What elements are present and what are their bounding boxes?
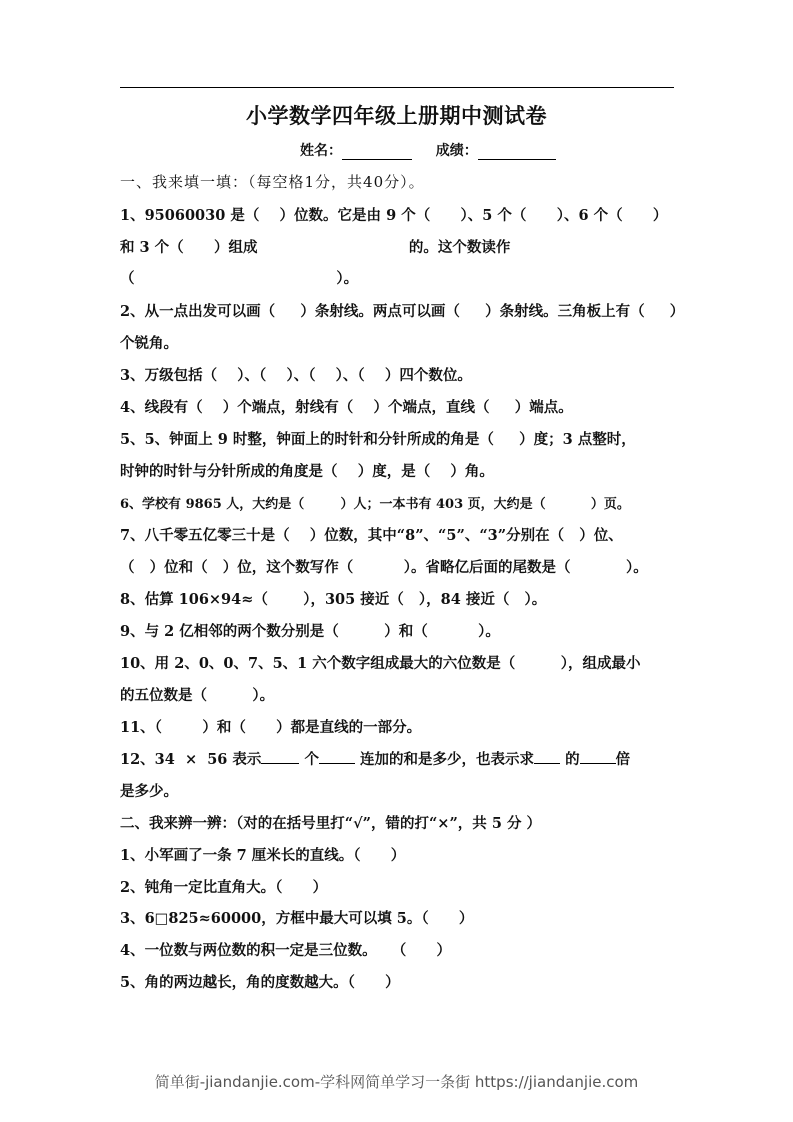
answer-blank[interactable]	[534, 749, 560, 764]
name-label: 姓名：	[300, 143, 342, 159]
judge-item: 1、小军画了一条 7 厘米长的直线。（ ）	[120, 847, 406, 864]
section1-heading: 一、我来填一填：（每空格1分，共40分）。	[120, 173, 425, 191]
score-label: 成绩：	[435, 143, 478, 159]
question-line: 是多少。	[120, 783, 178, 800]
question-line: （ ）位和（ ）位，这个数写作（ ）。省略亿后面的尾数是（ ）。	[120, 559, 648, 576]
question-line: 时钟的时针与分针所成的角度是（ ）度，是（ ）角。	[120, 463, 494, 480]
page-title: 小学数学四年级上册期中测试卷	[246, 104, 547, 128]
question-line: 11、（ ）和（ ）都是直线的一部分。	[120, 719, 422, 736]
question-line: 8、估算 106×94≈（ ），305 接近（ ），84 接近（ ）。	[120, 591, 547, 608]
question-line: 3、万级包括（ ）、（ ）、（ ）、（ ）四个数位。	[120, 367, 472, 384]
footer-watermark: 简单街-jiandanjie.com-学科网简单学习一条街 https://jiandanjie.com	[154, 1073, 639, 1091]
question-line: （ ）。	[120, 270, 359, 287]
question-line: 6、学校有 9865 人，大约是（ ）人；一本书有 403 页，大约是（ ）页。	[120, 497, 630, 512]
question-line: 个锐角。	[120, 335, 178, 352]
question-line: 的五位数是（ ）。	[120, 687, 275, 704]
question-line: 1、95060030 是（ ）位数。它是由 9 个（ ）、5 个（ ）、6 个（ ）	[120, 207, 668, 224]
judge-item: 3、6□825≈60000，方框中最大可以填 5。（ ）	[120, 910, 474, 927]
header-rule	[120, 87, 674, 88]
question-line: 4、线段有（ ）个端点，射线有（ ）个端点，直线（ ）端点。	[120, 399, 573, 416]
judge-item: 4、一位数与两位数的积一定是三位数。 （ ）	[120, 942, 452, 959]
question-line: 7、八千零五亿零三十是（ ）位数，其中“8”、“5”、“3”分别在（ ）位、	[120, 527, 623, 544]
question-line: 10、用 2、0、0、7、5、1 六个数字组成最大的六位数是（ ），组成最小	[120, 655, 641, 672]
answer-blank[interactable]	[580, 749, 616, 764]
answer-blank[interactable]	[319, 749, 355, 764]
section2-heading: 二、我来辨一辨：（对的在括号里打“√”，错的打“×”，共 5 分 ）	[120, 815, 542, 832]
question-line: 2、从一点出发可以画（ ）条射线。两点可以画（ ）条射线。三角板上有（ ）	[120, 303, 685, 320]
answer-blank[interactable]	[261, 749, 299, 764]
question-line: 5、5、钟面上 9 时整，钟面上的时针和分针所成的角是（ ）度；3 点整时，	[120, 431, 636, 448]
question-12: 12、34 × 56 表示 个 连加的和是多少，也表示求 的 倍	[120, 751, 631, 768]
score-field[interactable]	[478, 145, 556, 160]
question-line: 9、与 2 亿相邻的两个数分别是（ ）和（ ）。	[120, 623, 500, 640]
question-line: 和 3 个（ ）组成 的。这个数读作	[120, 239, 511, 256]
judge-item: 2、钝角一定比直角大。（ ）	[120, 879, 328, 896]
name-field[interactable]	[342, 145, 412, 160]
judge-item: 5、角的两边越长，角的度数越大。（ ）	[120, 974, 400, 991]
student-info	[300, 140, 556, 160]
